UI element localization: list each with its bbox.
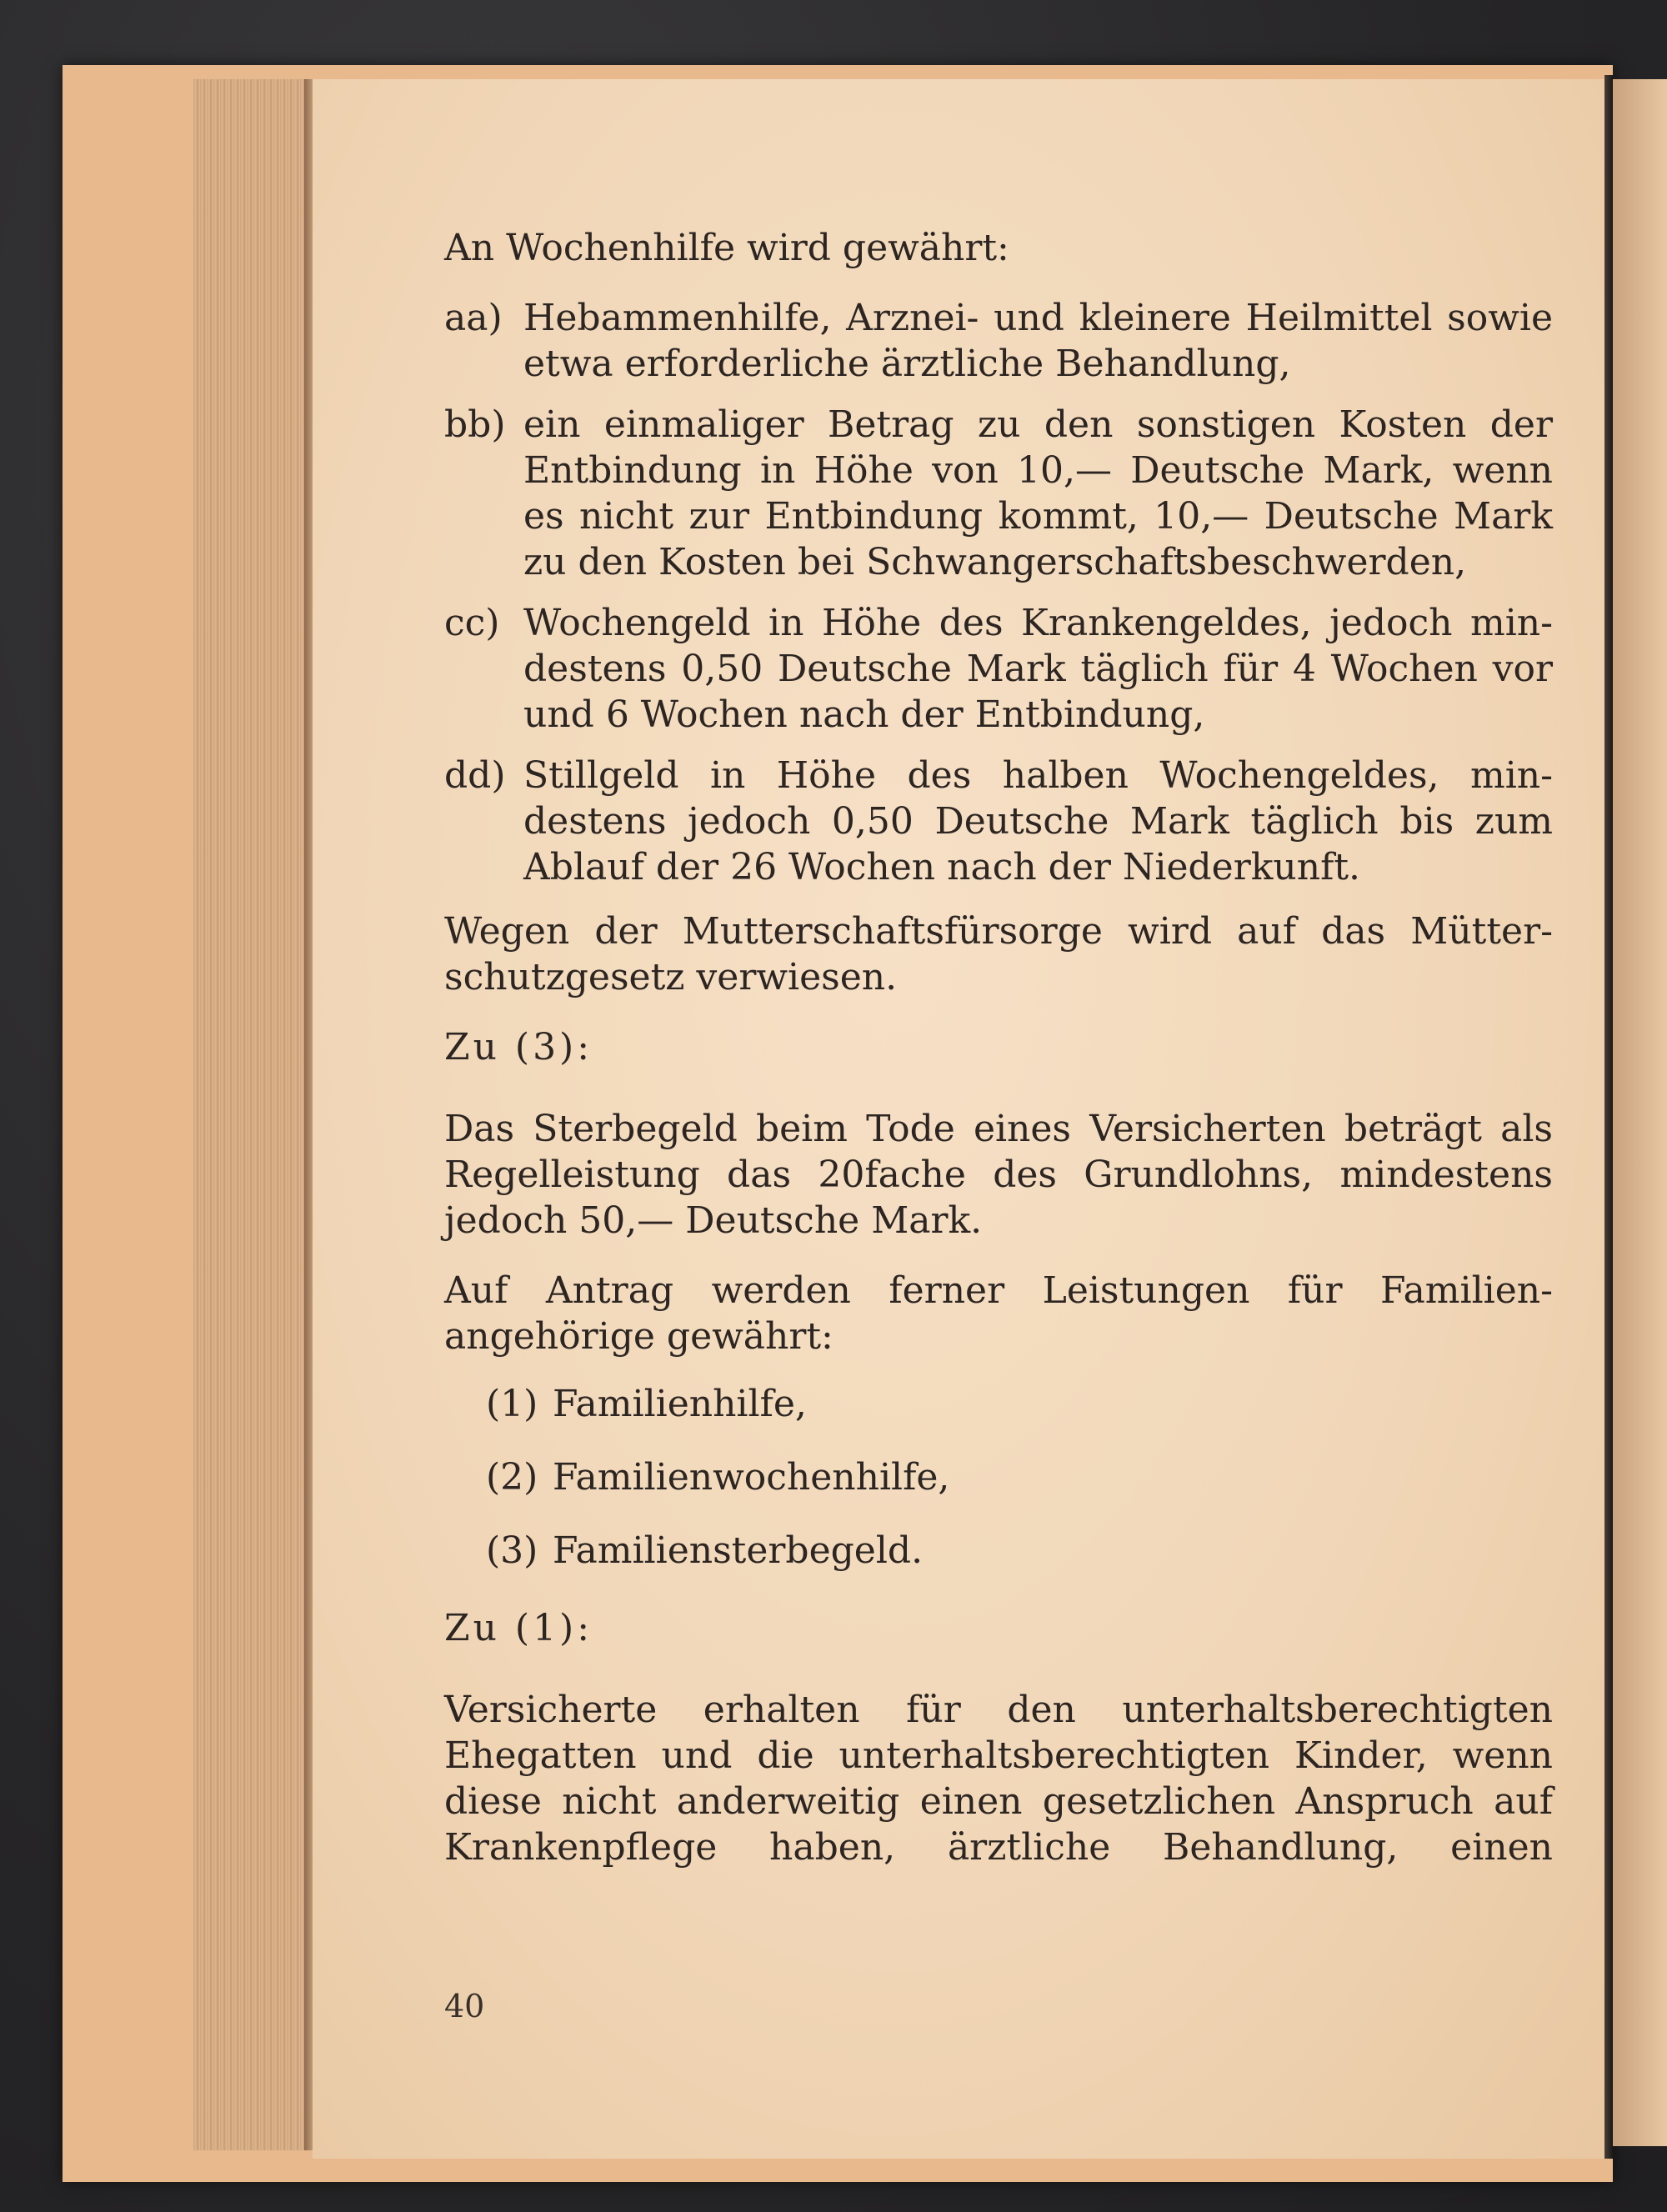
- numbered-item-1: [444, 1381, 1553, 1427]
- section-heading-3: Zu (3):: [444, 1026, 593, 1068]
- list-label: aa): [444, 297, 503, 339]
- section-heading-1: Zu (1):: [444, 1607, 593, 1649]
- item-text: Familienhilfe,: [553, 1383, 807, 1425]
- list-label: cc): [444, 602, 500, 644]
- item-number: (1): [486, 1383, 538, 1425]
- list-text: ein einmaliger Betrag zu den sonstigen Kosten der Entbindung in Höhe von 10,— Deutsche Mark, wenn es nicht zur Entbindung kommt, 10,— Deutsche Mark zu den Kosten bei Schwangerschaftsbeschwerden,: [523, 403, 1553, 583]
- list-text: Wochengeld in Höhe des Krankengeldes, jedoch mindestens 0,50 Deutsche Mark täglich für 4 Wochen vor und 6 Wochen nach der Entbindung,: [523, 602, 1553, 736]
- list-text: Stillgeld in Höhe des halben Wochengeldes, mindestens jedoch 0,50 Deutsche Mark täglich bis zum Ablauf der 26 Wochen nach der Niederkunft.: [523, 754, 1553, 888]
- paragraph-antrag: Auf Antrag werden ferner Leistungen für Familienangehörige gewährt:: [444, 1269, 1553, 1358]
- paragraph-sterbegeld: Das Sterbegeld beim Tode eines Versicherten beträgt als Regelleistung das 20fache des Grundlohns, mindestens jedoch 50,— Deutsche Mark.: [444, 1108, 1553, 1242]
- numbered-item-2: [444, 1454, 1553, 1500]
- list-item-aa: [444, 295, 1553, 387]
- item-text: Familienwochenhilfe,: [553, 1456, 950, 1499]
- item-number: (2): [486, 1456, 538, 1499]
- facing-page-edge: [1613, 79, 1667, 2146]
- page-number: 40: [444, 1988, 485, 2024]
- list-text: Hebammenhilfe, Arznei- und kleinere Heilmittel sowie etwa erforderliche ärztliche Behandlung,: [523, 297, 1553, 385]
- item-number: (3): [486, 1529, 538, 1572]
- list-item-cc: [444, 600, 1553, 738]
- list-label: dd): [444, 754, 506, 797]
- page-text: [444, 225, 1553, 1894]
- spine-shadow: [1604, 75, 1613, 2159]
- numbered-item-3: [444, 1528, 1553, 1574]
- paragraph-versicherte: Versicherte erhalten für den unterhaltsberechtigten Ehegatten und die unterhaltsberechtigten Kinder, wenn diese nicht anderweitig einen gesetzlichen Anspruch auf Krankenpflege haben, ärztliche Behandlung, einen: [444, 1689, 1553, 1869]
- page-gutter: [304, 79, 313, 2150]
- list-item-bb: [444, 402, 1553, 585]
- page-edges: [193, 79, 310, 2150]
- list-label: bb): [444, 403, 506, 446]
- paragraph-mutterschaft: Wegen der Mutterschaftsfürsorge wird auf das Mütterschutzgesetz verwiesen.: [444, 910, 1553, 998]
- item-text: Familiensterbegeld.: [553, 1529, 924, 1572]
- list-item-dd: [444, 753, 1553, 890]
- intro-line: An Wochenhilfe wird gewährt:: [444, 227, 1009, 269]
